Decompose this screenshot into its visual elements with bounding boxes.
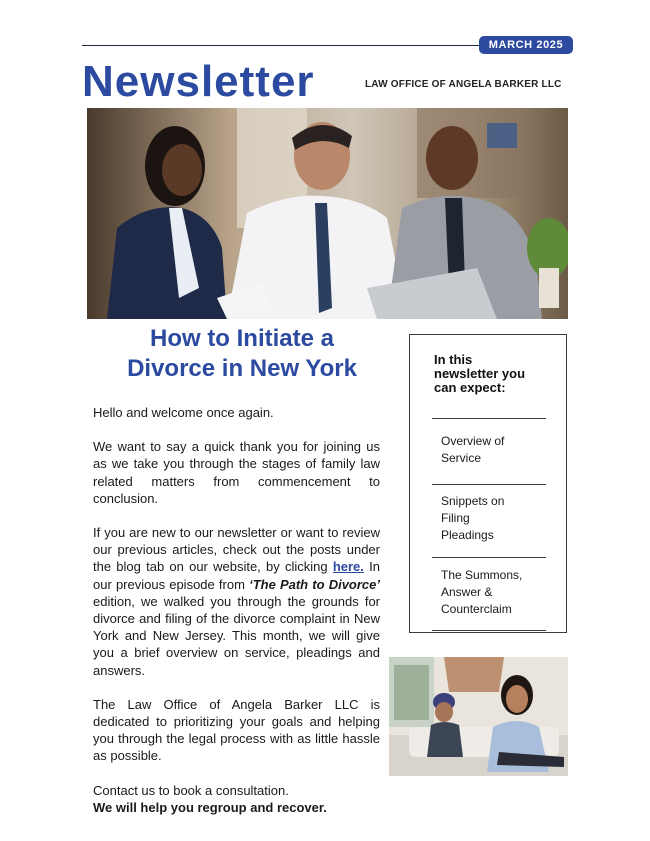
couple-photo — [389, 657, 568, 776]
sidebar-item-line: Pleadings — [441, 528, 494, 542]
sidebar-item-pleadings — [441, 493, 551, 544]
paragraph-thanks: We want to say a quick thank you for joining us as we take you through the stages of family law related matters from commencement to conclusion. — [93, 439, 380, 506]
closing-line: We will help you regroup and recover. — [93, 799, 327, 815]
paragraph-dedication: The Law Office of Angela Barker LLC is dedicated to prioritizing your goals and helping you through the legal process with as little hassle as possible. — [93, 696, 380, 764]
sidebar-divider — [432, 418, 546, 419]
sidebar-item-line: Counterclaim — [441, 602, 512, 616]
article-title — [92, 324, 392, 384]
paragraph-greeting: Hello and welcome once again. — [93, 405, 274, 420]
sidebar-heading-line1: In this — [434, 352, 473, 367]
article-body — [93, 404, 380, 816]
sidebar-item-summons — [441, 567, 551, 618]
sidebar-item-line: Snippets on — [441, 494, 505, 508]
date-badge: MARCH 2025 — [479, 36, 573, 54]
sidebar-heading-line3: can expect: — [434, 380, 506, 395]
sidebar-heading-line2: newsletter you — [434, 366, 526, 381]
hero-photo-illustration — [87, 108, 568, 319]
sidebar-divider — [432, 557, 546, 558]
blog-link[interactable]: here. — [332, 559, 364, 575]
sidebar-heading — [434, 353, 554, 395]
contents-sidebar — [409, 334, 567, 633]
sidebar-item-line: Overview of — [441, 434, 505, 448]
intro-text-a: If you are new to our newsletter or want to review our previous articles, check out the posts under the blog tab on our website, by clicking — [93, 525, 380, 575]
sidebar-item-line: Service — [441, 451, 482, 465]
intro-text-c: edition, we walked you through the grounds for divorce and filing of the divorce complaint in New York and New Jersey. This month, we will give you a brief overview on service, pleadings and answers. — [93, 593, 380, 678]
article-title-line2: Divorce in New York — [127, 355, 357, 382]
masthead-title: Newsletter — [82, 57, 315, 106]
sidebar-item-line: The Summons, — [441, 568, 523, 582]
header-rule — [82, 45, 482, 46]
article-title-line1: How to Initiate a — [149, 325, 334, 352]
hero-photo — [87, 108, 568, 319]
firm-name: LAW OFFICE OF ANGELA BARKER LLC — [365, 79, 562, 90]
sidebar-item-line: Answer & — [441, 585, 493, 599]
couple-photo-illustration — [389, 657, 568, 776]
sidebar-divider — [432, 630, 546, 631]
previous-edition-title: ‘The Path to Divorce’ — [249, 576, 380, 592]
sidebar-item-service — [441, 433, 551, 467]
paragraph-intro — [93, 524, 380, 679]
intro-text-b: In our previous episode from — [93, 559, 380, 592]
contact-line: Contact us to book a consultation. — [93, 782, 289, 798]
sidebar-item-line: Filing — [441, 511, 470, 525]
sidebar-divider — [432, 484, 546, 485]
